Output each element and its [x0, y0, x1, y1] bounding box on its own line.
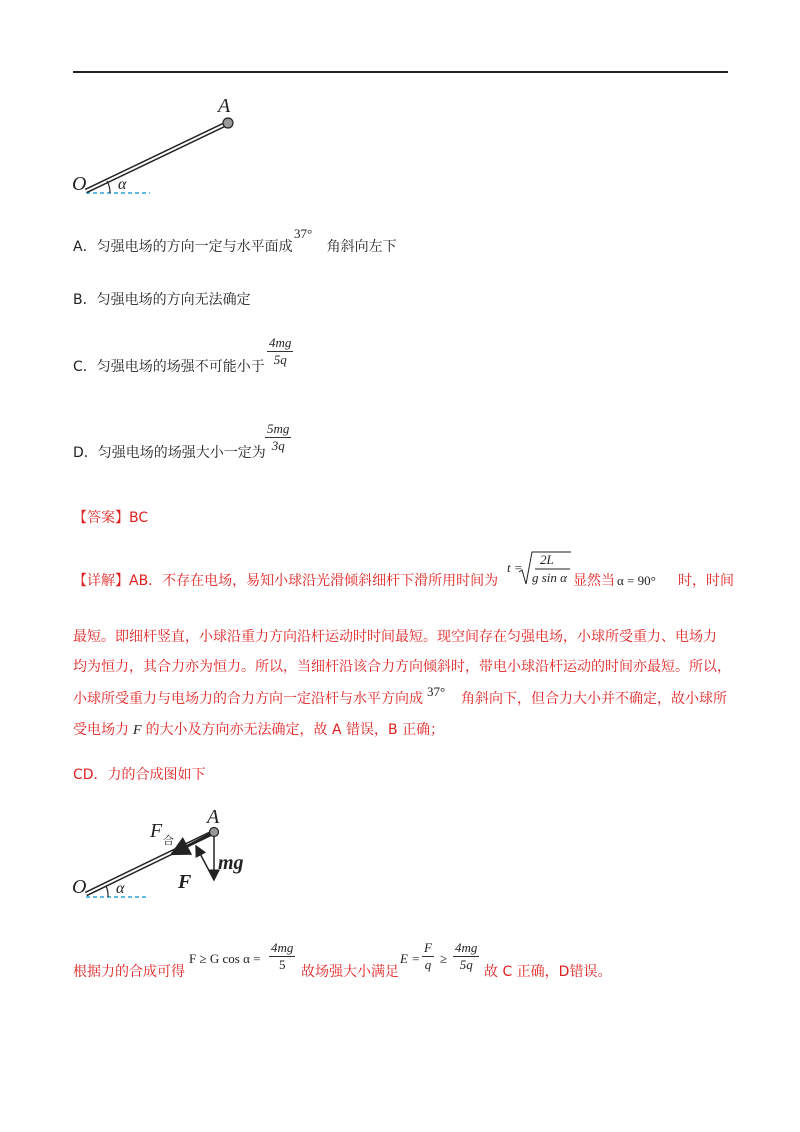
label-sub-he: 合	[163, 834, 174, 847]
top-rule	[73, 71, 728, 73]
rod-inner	[86, 123, 228, 191]
explanation-line-4: 小球所受重力与电场力的合力方向一定沿杆与水平方向成 角斜向下，但合力大小并不确定，故小球所	[73, 691, 727, 707]
option-c-text: C．匀强电场的场强不可能小于	[73, 359, 265, 375]
t-formula-lhs: t =	[507, 560, 523, 575]
line5-F: F	[133, 723, 142, 738]
explanation-line-2: 最短。即细杆竖直，小球沿重力方向沿杆运动时时间最短。现空间存在匀强电场，小球所受重力、电场力	[73, 629, 717, 645]
line4-angle: 37°	[427, 684, 446, 699]
eq2-fraction: $\frac{4mg}{5q}$	[455, 940, 478, 972]
eq2-ge: ≥	[440, 951, 448, 966]
ball-A	[223, 118, 233, 128]
option-d-num: 5mg	[267, 421, 290, 436]
angle-arc-2	[106, 886, 108, 897]
eq1-lhs: F ≥ G cos α =	[189, 951, 261, 966]
label-mg: mg	[218, 852, 244, 874]
label-A-2: A	[207, 806, 220, 828]
t-formula-den: g sin α	[532, 570, 567, 585]
ball-A-2	[210, 828, 219, 837]
option-d-text: D．匀强电场的场强大小一定为	[73, 445, 266, 461]
conclusion-a: 根据力的合成可得	[73, 964, 185, 980]
option-c-num: 4mg	[269, 335, 292, 350]
conclusion-b: 故场强大小满足	[301, 964, 399, 980]
explanation-line-1c: 时，时间	[678, 573, 734, 589]
label-A: A	[218, 95, 231, 117]
option-d-fraction	[265, 421, 291, 454]
label-alpha-2: α	[116, 880, 125, 897]
explanation-line-3: 均为恒力，其合力亦为恒力。所以，当细杆沿该合力方向倾斜时，带电小球沿杆运动的时间亦最短。所以，	[73, 659, 731, 675]
conclusion-c: 故 C 正确，D错误。	[484, 964, 612, 980]
label-F-total: F	[150, 820, 163, 842]
label-alpha: α	[118, 176, 127, 193]
t-formula-num: 2L	[540, 552, 554, 567]
alpha-eq: α = 90°	[617, 573, 656, 588]
explanation-line-5: 受电场力 F 的大小及方向亦无法确定，故 A 错误，B 正确；	[73, 722, 445, 738]
F-total-arrow	[172, 832, 214, 854]
option-c-den: 5q	[273, 352, 287, 367]
figure-rod-incline	[66, 92, 266, 202]
angle-arc	[107, 181, 110, 193]
option-b	[73, 290, 251, 310]
F-arrow	[196, 846, 214, 880]
label-O: O	[72, 173, 87, 195]
eq2-fraction-F-q: $\frac{F}{q}$	[424, 940, 432, 972]
answer-line	[73, 508, 148, 528]
option-a-text: A．匀强电场的方向一定与水平面成	[73, 239, 293, 255]
answer-label: 【答案】BC	[73, 510, 149, 526]
explanation-line-1b: 显然当	[573, 573, 615, 589]
option-c	[73, 357, 265, 377]
label-O-2: O	[72, 876, 87, 898]
option-c-fraction	[267, 335, 293, 368]
eq2-lhs: E =	[400, 951, 420, 966]
eq1-fraction: $\frac{4mg}{5}$	[271, 940, 294, 972]
option-a	[73, 237, 397, 257]
option-a-angle: 37°	[294, 226, 313, 241]
option-b-text: B．匀强电场的方向无法确定	[73, 292, 251, 308]
explanation-line-1a: 【详解】AB．不存在电场，易知小球沿光滑倾斜细杆下滑所用时间为	[73, 573, 499, 589]
cd-intro: CD．力的合成图如下	[73, 767, 206, 783]
option-d-den: 3q	[271, 438, 285, 453]
figure-force-composition	[66, 804, 266, 914]
option-a-tail: 角斜向左下	[326, 239, 397, 255]
label-F: F	[178, 871, 192, 893]
option-d	[73, 443, 266, 463]
